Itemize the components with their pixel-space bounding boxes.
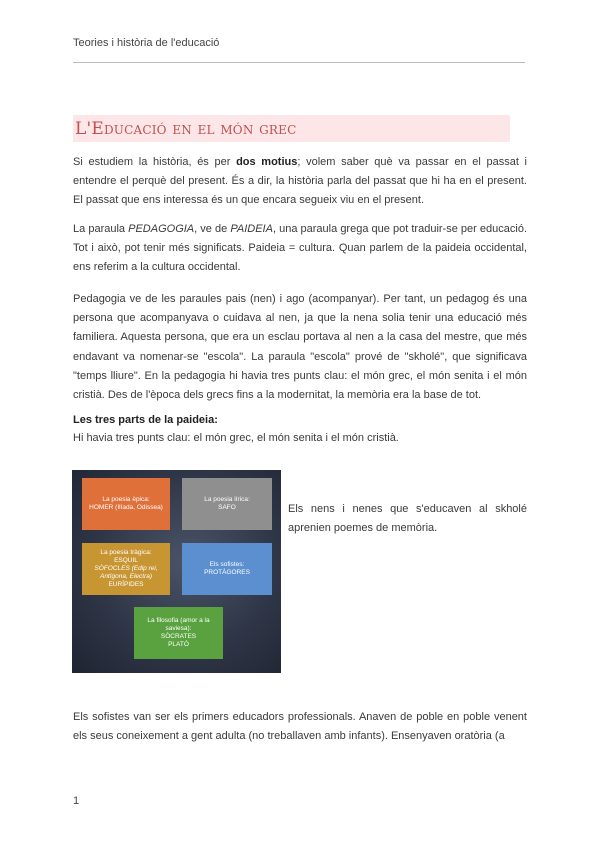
box-label: Els sofistes: bbox=[209, 561, 245, 568]
paideia-diagram-image bbox=[72, 470, 281, 673]
page-number: 1 bbox=[73, 795, 80, 807]
paragraph-pedagogia bbox=[73, 220, 527, 278]
document-header-title: Teories i història de l'educació bbox=[73, 37, 220, 49]
box-label: La poesia èpica: bbox=[102, 496, 150, 503]
subsection-text: Hi havia tres punts clau: el món grec, el món senita i el món cristià. bbox=[73, 432, 399, 444]
diagram-box-sophists bbox=[182, 543, 272, 595]
italic-term: PAIDEIA bbox=[230, 223, 273, 235]
box-label: ESQUIL bbox=[114, 557, 138, 564]
italic-term: PEDAGOGIA bbox=[128, 223, 195, 235]
diagram-box-epic-poetry bbox=[82, 478, 170, 530]
section-heading-band bbox=[73, 115, 510, 142]
box-label: EURÍPIDES bbox=[108, 581, 144, 588]
paragraph-motives bbox=[73, 153, 527, 211]
box-label: La poesia tràgica: bbox=[100, 549, 152, 556]
paragraph-sophists: Els sofistes van ser els primers educadors professionals. Anaven de poble en poble venent els seus coneixement a gent adulta (no treballaven amb infants). Ensenyaven oratòria (a bbox=[73, 711, 527, 743]
figure-side-text: Els nens i nenes que s'educaven al skholé aprenien poemes de memòria. bbox=[288, 503, 527, 534]
diagram-box-lyric-poetry bbox=[182, 478, 272, 530]
diagram-box-philosophy bbox=[134, 607, 223, 659]
paragraph-text: ; volem saber què va passar en el passat i entendre el perquè del present. És a dir, la història parla del passat que hi ha en el present. El passat que ens interessa és un que encara segueix viu en el present. bbox=[73, 156, 527, 207]
box-label: SÒFOCLES (Edip rei, Antígona, Electra) bbox=[94, 565, 158, 580]
subsection-heading: Les tres parts de la paideia: bbox=[73, 414, 218, 426]
section-heading: L'Educació en el món grec bbox=[75, 118, 297, 139]
box-label: La poesia lírica: bbox=[204, 496, 250, 503]
diagram-box-tragic-poetry bbox=[82, 543, 170, 595]
paragraph-text: , una paraula grega que pot traduir-se per educació. Tot i això, pot tenir més significats. Paideia = cultura. Quan parlem de la paideia occidental, ens referim a la cultura occidental. bbox=[73, 223, 528, 274]
header-divider bbox=[73, 62, 525, 63]
paragraph-etymology: Pedagogia ve de les paraules pais (nen) i ago (acompanyar). Per tant, un pedagog és una persona que acompanyava o cuidava al nen, ja que la nena solia tenir una educació més familiera. Aquesta persona, que era un esclau portava al nen a la casa del mestre, que més endavant va nomenar-se "escola". La paraula "escola" prové de "skholé", que significava "temps lliure". En la pedagogia hi havia tres punts clau: el món grec, el món senita i el món cristià. Des de l'època dels grecs fins a la modernitat, la memòria era la base de tot. bbox=[73, 293, 527, 402]
box-label: PLATÓ bbox=[168, 641, 189, 648]
paragraph-text: , ve de bbox=[194, 223, 231, 235]
paragraph-text: La paraula bbox=[73, 223, 129, 235]
box-label: SAFO bbox=[218, 504, 236, 511]
paragraph-text: Si estudiem la història, és per bbox=[73, 156, 237, 168]
box-label: PROTÀGORES bbox=[204, 569, 250, 576]
box-label: HOMER (Ilíada, Odissea) bbox=[89, 504, 163, 511]
box-label: SÒCRATES bbox=[160, 633, 197, 640]
bold-text: dos motius bbox=[236, 156, 298, 168]
box-label: La filosofia (amor a la saviesa): bbox=[147, 617, 210, 632]
